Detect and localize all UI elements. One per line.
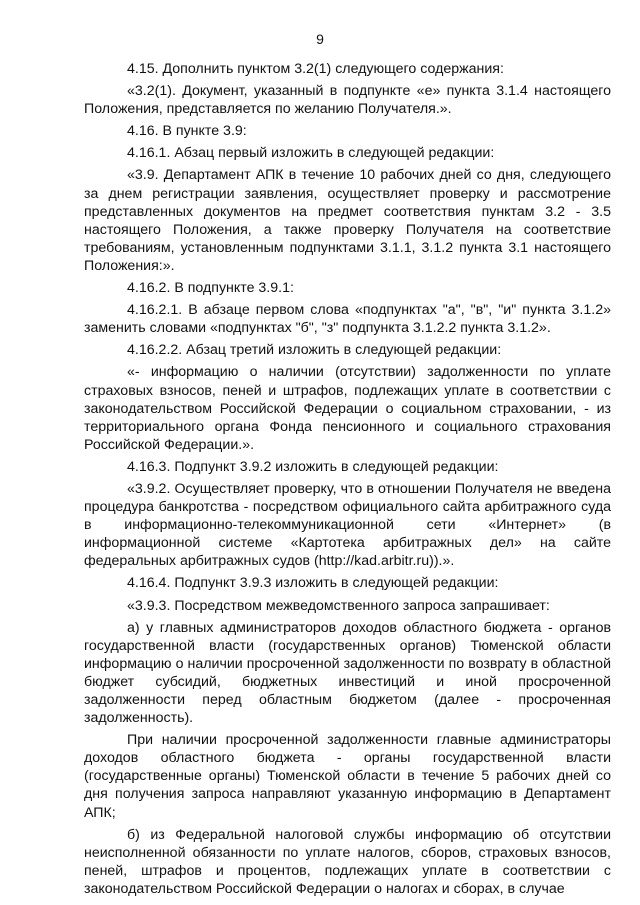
- paragraph-4-15: 4.15. Дополнить пунктом 3.2(1) следующего содержания:: [127, 61, 504, 77]
- paragraph-3-2-1-quote: «3.2(1). Документ, указанный в подпункте «е» пункта 3.1.4 настоящего Положения, представляется по желанию Получателя.».: [84, 83, 611, 118]
- paragraph-3-9-2-quote: «3.9.2. Осуществляет проверку, что в отношении Получателя не введена процедура банкротства - посредством официального сайта арбитражного суда в информационно-телекоммуникационной сети «Интернет» (в информационной системе «Картотека арбитражных дел» на сайте федеральных арбитражных судов (http://kad.arbitr.ru)).».: [84, 480, 611, 570]
- paragraph-4-16-3: 4.16.3. Подпункт 3.9.2 изложить в следующей редакции:: [127, 458, 499, 475]
- paragraph-4-16-2: 4.16.2. В подпункте 3.9.1:: [127, 280, 294, 297]
- paragraph-3-9-quote: «3.9. Департамент АПК в течение 10 рабочих дней со дня, следующего за днем регистрации заявления, осуществляет проверку и рассмотрение представленных документов на предмет соответствия пунктам 3.2 - 3.5 настоящего Положения, а также проверку Получателя на соответствие требованиям, установленным подпунктами 3.1.1, 3.1.2 пункта 3.1 настоящего Положения:».: [84, 167, 611, 274]
- paragraph-item-b: б) из Федеральной налоговой службы информацию об отсутствии неисполненной обязанности по уплате налогов, сборов, страховых взносов, пеней, штрафов и процентов, подлежащих уплате в соответствии с законодательством Российской Федерации о налогах и сборах, в случае: [84, 826, 611, 897]
- paragraph-3-9-3-quote: «3.9.3. Посредством межведомственного запроса запрашивает:: [127, 597, 550, 614]
- paragraph-overdue-debt: При наличии просроченной задолженности главные администраторы доходов областного бюджета - органы государственной власти (государственные органы) Тюменской области в течение 5 рабочих дней со дня получения запроса направляют указанную информацию в Департамент АПК;: [84, 732, 611, 821]
- paragraph-4-16: 4.16. В пункте 3.9:: [127, 123, 247, 140]
- paragraph-debt-info-quote: «- информацию о наличии (отсутствии) задолженности по уплате страховых взносов, пеней и штрафов, подлежащих уплате в соответствии с законодательством Российской Федерации о социальном страховании, - из территориального органа Фонда пенсионного и социального страхования Российской Федерации.».: [84, 364, 611, 453]
- paragraph-4-16-2-2: 4.16.2.2. Абзац третий изложить в следующей редакции:: [127, 342, 502, 359]
- page-number: 9: [316, 31, 324, 47]
- paragraph-item-a: а) у главных администраторов доходов областного бюджета - органов государственной власти (государственных органов) Тюменской области информацию о наличии просроченной задолженности по возврату в областной бюджет субсидий, бюджетных инвестиций и иной просроченной задолженности перед областным бюджетом (далее - просроченная задолженность).: [84, 619, 611, 727]
- paragraph-4-16-4: 4.16.4. Подпункт 3.9.3 изложить в следующей редакции:: [127, 575, 499, 592]
- document-body: [84, 60, 611, 898]
- paragraph-4-16-2-1: 4.16.2.1. В абзаце первом слова «подпунктах "а", "в", "и" пункта 3.1.2» заменить словами «подпунктах "б", "з" подпункта 3.1.2.2 пункта 3.1.2».: [84, 302, 611, 337]
- paragraph-4-16-1: 4.16.1. Абзац первый изложить в следующей редакции:: [127, 145, 495, 162]
